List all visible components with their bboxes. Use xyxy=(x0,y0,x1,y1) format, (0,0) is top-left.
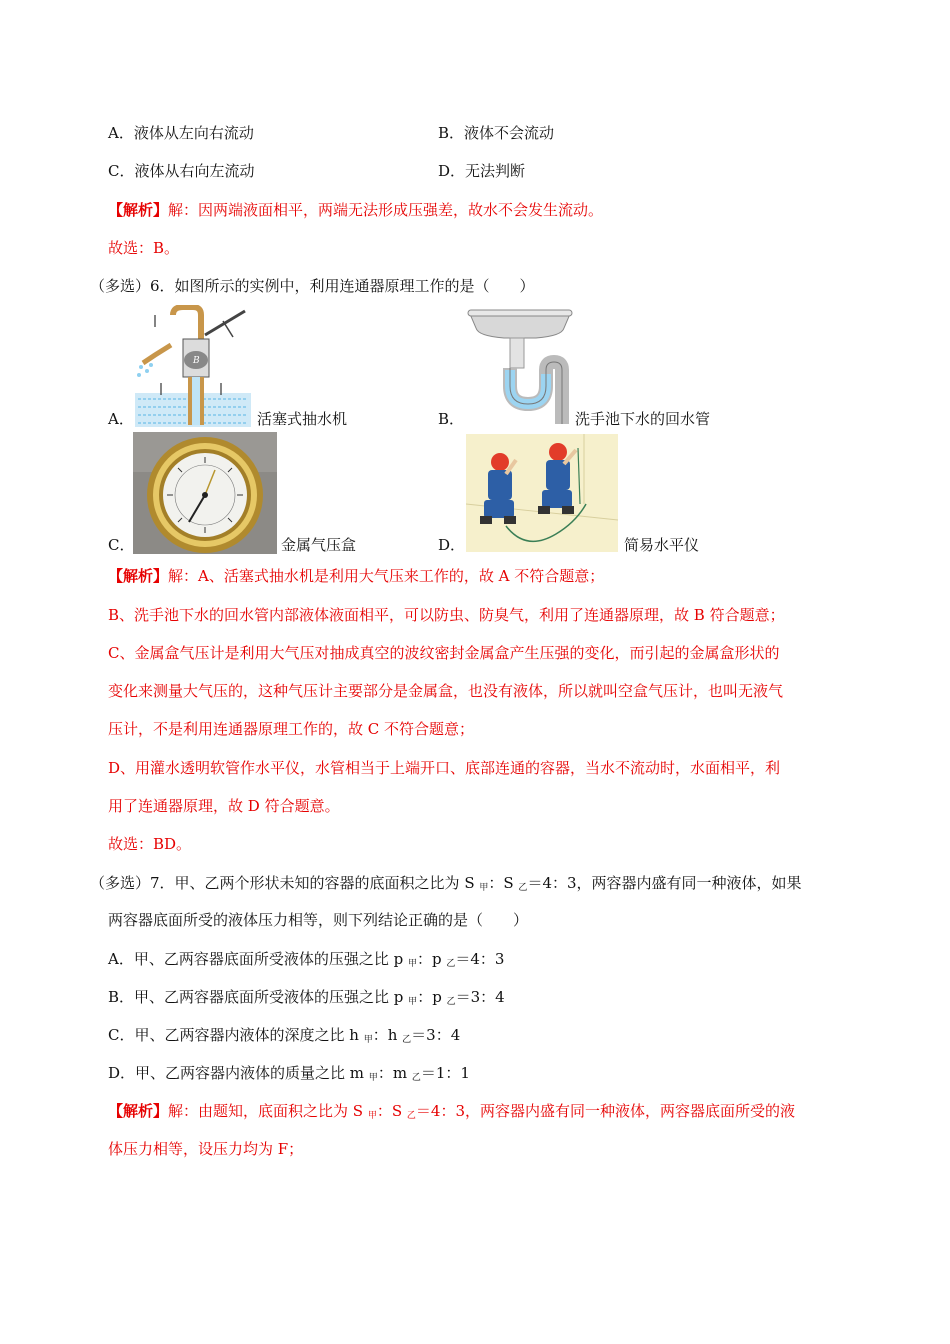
q7-option-a xyxy=(108,949,504,974)
subscript-yi: 乙 xyxy=(411,1073,421,1083)
q5-analysis xyxy=(108,200,603,220)
q6-analysis-line-4: 变化来测量大气压的，这种气压计主要部分是金属盒，也没有液体，所以就叫空盒气压计，也叫无液气 xyxy=(108,682,784,700)
q6-analysis-line-3: C、金属盒气压计是利用大气压对抽成真空的波纹密封金属盒产生压强的变化，而引起的金属盒形状的 xyxy=(108,644,780,662)
q5-option-a: A．液体从左向右流动 xyxy=(108,124,254,142)
q7-option-c xyxy=(108,1025,460,1050)
stem-text: ：S xyxy=(488,874,519,892)
subscript-yi: 乙 xyxy=(446,959,456,969)
subscript-jia: 甲 xyxy=(408,997,418,1007)
subscript-yi: 乙 xyxy=(446,997,456,1007)
q7-stem-line-1 xyxy=(90,873,802,898)
analysis-text: 解：因两端液面相平，两端无法形成压强差，故水不会发生流动。 xyxy=(168,201,604,219)
option-text: A．甲、乙两容器底面所受液体的压强之比 p xyxy=(108,950,408,968)
q7-analysis-line-1 xyxy=(108,1101,795,1126)
subscript-yi: 乙 xyxy=(518,883,528,893)
q6-analysis-line-7: 用了连通器原理，故 D 符合题意。 xyxy=(108,797,340,815)
q7-option-b xyxy=(108,987,505,1012)
analysis-text: ＝4：3，两容器内盛有同一种液体，两容器底面所受的液 xyxy=(415,1102,796,1120)
q5-option-c: C．液体从右向左流动 xyxy=(108,162,255,180)
subscript-jia: 甲 xyxy=(367,1111,377,1121)
sink-drain-trap-figure xyxy=(466,308,574,426)
q6-analysis-line-5: 压计，不是利用连通器原理工作的，故 C 不符合题意； xyxy=(108,720,475,738)
q5-answer: 故选：B。 xyxy=(108,239,180,257)
q6-option-c-letter: C． xyxy=(108,536,135,554)
stem-text: （多选）7．甲、乙两个形状未知的容器的底面积之比为 S xyxy=(90,874,480,892)
q6-option-b-label: 洗手池下水的回水管 xyxy=(575,410,711,428)
q6-answer: 故选：BD。 xyxy=(108,835,192,853)
option-text: ：m xyxy=(377,1064,412,1082)
stem-text: ＝4：3，两容器内盛有同一种液体，如果 xyxy=(527,874,802,892)
subscript-yi: 乙 xyxy=(406,1111,416,1121)
option-text: ＝1：1 xyxy=(420,1064,470,1082)
q5-option-b: B．液体不会流动 xyxy=(438,124,555,142)
option-text: ：h xyxy=(372,1026,403,1044)
q7-analysis-line-2: 体压力相等，设压力均为 F； xyxy=(108,1140,304,1158)
piston-pump-figure xyxy=(133,305,253,430)
q6-option-b-letter: B． xyxy=(438,410,465,428)
analysis-tag: 【解析】 xyxy=(108,1102,169,1120)
analysis-tag: 【解析】 xyxy=(108,567,169,585)
analysis-text: 解：A、活塞式抽水机是利用大气压来工作的，故 A 不符合题意； xyxy=(168,567,605,585)
q6-stem: （多选）6．如图所示的实例中，利用连通器原理工作的是（ ） xyxy=(90,277,535,295)
q6-analysis-line-6: D、用灌水透明软管作水平仪，水管相当于上端开口、底部连通的容器，当水不流动时，水面相平，利 xyxy=(108,759,781,777)
option-text: ＝3：4 xyxy=(455,988,505,1006)
subscript-jia: 甲 xyxy=(363,1035,373,1045)
option-text: B．甲、乙两容器底面所受液体的压强之比 p xyxy=(108,988,409,1006)
subscript-yi: 乙 xyxy=(402,1035,412,1045)
option-text: ：p xyxy=(417,950,447,968)
q7-option-d xyxy=(108,1063,470,1088)
q6-analysis-line-1 xyxy=(108,566,604,586)
water-level-hose-figure xyxy=(466,434,618,552)
option-text: ：p xyxy=(417,988,447,1006)
analysis-tag: 【解析】 xyxy=(108,201,169,219)
subscript-jia: 甲 xyxy=(407,959,417,969)
subscript-jia: 甲 xyxy=(368,1073,378,1083)
q6-option-a-letter: A． xyxy=(108,410,134,428)
q6-option-d-label: 简易水平仪 xyxy=(624,536,700,554)
aneroid-barometer-photo xyxy=(133,432,277,554)
q7-stem-line-2: 两容器底面所受的液体压力相等，则下列结论正确的是（ ） xyxy=(108,911,529,929)
q6-analysis-line-2: B、洗手池下水的回水管内部液体液面相平，可以防虫、防臭气，利用了连通器原理，故 B 符合题意； xyxy=(108,606,785,624)
analysis-text: ：S xyxy=(376,1102,407,1120)
q6-option-c-label: 金属气压盒 xyxy=(281,536,357,554)
option-text: ＝3：4 xyxy=(411,1026,461,1044)
q5-option-d: D．无法判断 xyxy=(438,162,526,180)
subscript-jia: 甲 xyxy=(479,883,489,893)
option-text: ＝4：3 xyxy=(455,950,505,968)
option-text: D．甲、乙两容器内液体的质量之比 m xyxy=(108,1064,369,1082)
q6-option-d-letter: D． xyxy=(438,536,466,554)
analysis-text: 解：由题知，底面积之比为 S xyxy=(168,1102,368,1120)
svg-text:B: B xyxy=(193,356,200,366)
q6-option-a-label: 活塞式抽水机 xyxy=(257,410,348,428)
option-text: C．甲、乙两容器内液体的深度之比 h xyxy=(108,1026,364,1044)
